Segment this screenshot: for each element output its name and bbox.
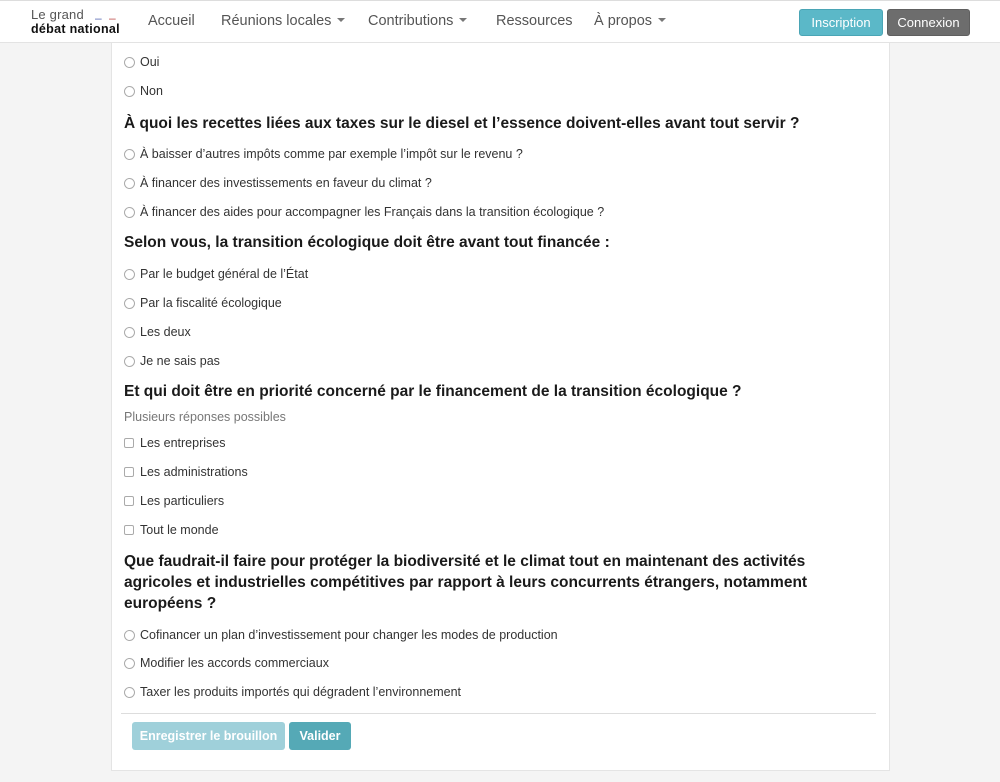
radio-option-fiscalite-ecologique[interactable] xyxy=(124,295,282,311)
checkbox[interactable] xyxy=(124,438,134,448)
radio-option-ne-sais-pas[interactable] xyxy=(124,353,220,369)
radio-option-budget-etat[interactable] xyxy=(124,266,308,282)
question-title-biodiversite-competitivite: Que faudrait-il faire pour protéger la biodiversité et le climat tout en maintenant des activités agricoles et industrielles compétitives par rapport à leurs concurrents étrangers, notamment européens ? xyxy=(124,553,808,612)
save-draft-button[interactable]: Enregistrer le brouillon xyxy=(132,722,285,750)
validate-button[interactable]: Valider xyxy=(289,722,351,750)
caret-down-icon xyxy=(658,18,666,22)
question-title-financement-transition: Selon vous, la transition écologique doit être avant tout financée : xyxy=(124,234,610,251)
nav-reunions-label: Réunions locales xyxy=(221,13,332,29)
option-label: Taxer les produits importés qui dégradent l’environnement xyxy=(140,685,462,699)
form-divider xyxy=(121,713,876,714)
option-label: Les deux xyxy=(140,325,191,339)
nav-reunions-locales[interactable] xyxy=(221,13,345,29)
option-label: Je ne sais pas xyxy=(140,354,220,368)
nav-a-propos-label: À propos xyxy=(594,13,653,29)
option-label: À financer des investissements en faveur du climat ? xyxy=(140,176,432,190)
radio-button[interactable] xyxy=(124,658,135,669)
radio-button[interactable] xyxy=(124,327,135,338)
option-label: Les administrations xyxy=(140,465,248,479)
logo-top-text: Le grand xyxy=(31,7,84,22)
option-label: Non xyxy=(140,84,163,98)
checkbox-option-entreprises[interactable] xyxy=(124,435,225,451)
radio-button[interactable] xyxy=(124,207,135,218)
multiple-answers-hint: Plusieurs réponses possibles xyxy=(124,410,286,424)
option-label: À financer des aides pour accompagner les Français dans la transition écologique ? xyxy=(140,205,605,219)
radio-button[interactable] xyxy=(124,630,135,641)
checkbox-option-tout-le-monde[interactable] xyxy=(124,522,219,538)
nav-accueil[interactable]: Accueil xyxy=(148,13,195,29)
radio-option-investissements-climat[interactable] xyxy=(124,175,432,191)
nav-a-propos[interactable] xyxy=(594,13,666,29)
caret-down-icon xyxy=(337,18,345,22)
option-label: Cofinancer un plan d’investissement pour changer les modes de production xyxy=(140,628,558,642)
nav-contributions-label: Contributions xyxy=(368,13,454,29)
top-navbar xyxy=(0,0,1000,43)
radio-button[interactable] xyxy=(124,149,135,160)
checkbox[interactable] xyxy=(124,467,134,477)
option-label: Oui xyxy=(140,55,160,69)
radio-option-baisser-impots[interactable] xyxy=(124,146,523,162)
radio-button[interactable] xyxy=(124,356,135,367)
radio-option-non[interactable] xyxy=(124,83,163,99)
question-title-recettes-taxes: À quoi les recettes liées aux taxes sur le diesel et l’essence doivent-elles avant tout servir ? xyxy=(124,115,800,132)
radio-option-taxer-produits[interactable] xyxy=(124,684,461,700)
option-label: À baisser d’autres impôts comme par exemple l’impôt sur le revenu ? xyxy=(140,147,523,161)
radio-button[interactable] xyxy=(124,57,135,68)
site-logo[interactable] xyxy=(31,7,141,39)
radio-option-cofinancer-plan[interactable] xyxy=(124,627,558,643)
nav-contributions[interactable] xyxy=(368,13,467,29)
nav-ressources[interactable]: Ressources xyxy=(496,13,573,29)
connexion-button[interactable]: Connexion xyxy=(887,9,970,36)
radio-button[interactable] xyxy=(124,269,135,280)
caret-down-icon xyxy=(459,18,467,22)
radio-option-modifier-accords[interactable] xyxy=(124,655,329,671)
radio-button[interactable] xyxy=(124,86,135,97)
logo-tricolor-dashes: – – xyxy=(95,11,118,25)
radio-button[interactable] xyxy=(124,298,135,309)
option-label: Par la fiscalité écologique xyxy=(140,296,282,310)
option-label: Par le budget général de l’État xyxy=(140,267,309,281)
option-label: Tout le monde xyxy=(140,523,219,537)
checkbox[interactable] xyxy=(124,525,134,535)
inscription-button[interactable]: Inscription xyxy=(799,9,883,36)
checkbox-option-particuliers[interactable] xyxy=(124,493,224,509)
option-label: Les particuliers xyxy=(140,494,225,508)
radio-option-oui[interactable] xyxy=(124,54,159,70)
question-title-priorite-financement: Et qui doit être en priorité concerné par le financement de la transition écologique ? xyxy=(124,383,742,400)
option-label: Les entreprises xyxy=(140,436,226,450)
radio-option-les-deux[interactable] xyxy=(124,324,191,340)
checkbox[interactable] xyxy=(124,496,134,506)
option-label: Modifier les accords commerciaux xyxy=(140,656,329,670)
logo-bottom-text: débat national xyxy=(31,22,120,36)
checkbox-option-administrations[interactable] xyxy=(124,464,248,480)
radio-button[interactable] xyxy=(124,687,135,698)
radio-option-aides-transition[interactable] xyxy=(124,204,604,220)
radio-button[interactable] xyxy=(124,178,135,189)
